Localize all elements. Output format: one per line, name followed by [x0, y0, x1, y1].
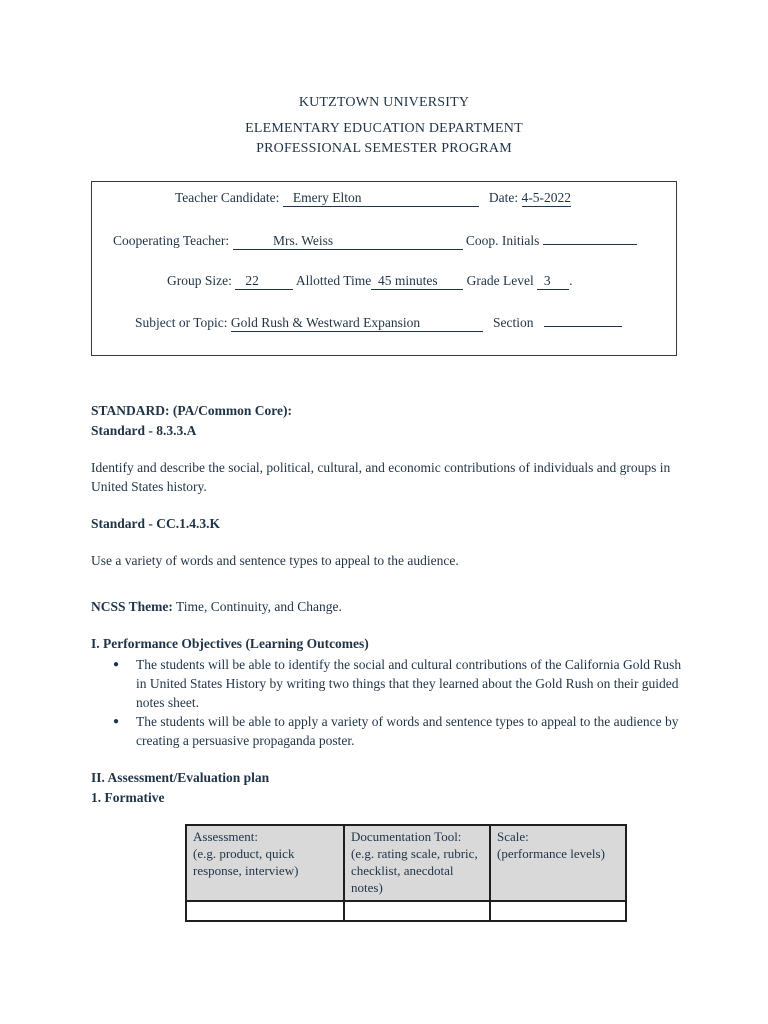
cooperating-teacher-row — [113, 232, 637, 250]
teacher-candidate-row — [175, 190, 571, 207]
teacher-candidate-label: Teacher Candidate: — [175, 190, 280, 205]
allotted-time-label: Allotted Time — [295, 273, 372, 288]
standard-heading: STANDARD: (PA/Common Core): — [91, 403, 292, 418]
group-size-label: Group Size: — [167, 273, 232, 288]
table-header-documentation-tool: Documentation Tool: (e.g. rating scale, rubric, checklist, anecdotal notes) — [344, 825, 490, 901]
coop-initials-blank — [543, 232, 637, 245]
program-title: PROFESSIONAL SEMESTER PROGRAM — [256, 141, 512, 156]
section-label: Section — [493, 315, 534, 330]
department-title: ELEMENTARY EDUCATION DEPARTMENT — [245, 121, 523, 136]
table-row — [186, 901, 626, 921]
table-cell[interactable] — [344, 901, 490, 921]
coop-initials-label: Coop. Initials — [465, 233, 540, 248]
group-size-row: Group Size: 22 Allotted Time 45 minutes Grade Level 3 . — [167, 273, 573, 288]
date-value: 4-5-2022 — [521, 190, 571, 205]
standard-2-title: Standard - CC.1.4.3.K — [91, 516, 221, 531]
grade-level-label: Grade Level — [466, 273, 534, 288]
group-size-value: 22 — [245, 273, 259, 288]
assessment-heading: II. Assessment/Evaluation plan — [91, 770, 270, 785]
objectives-list — [91, 655, 691, 750]
standard-2-text: Use a variety of words and sentence types to appeal to the audience. — [91, 553, 459, 568]
subject-value: Gold Rush & Westward Expansion — [231, 316, 483, 332]
bullet-icon: ● — [113, 716, 120, 727]
date-label: Date: — [488, 190, 519, 205]
table-cell[interactable] — [186, 901, 344, 921]
table-cell[interactable] — [490, 901, 626, 921]
ncss-theme-text: Time, Continuity, and Change. — [176, 599, 342, 614]
formative-assessment-table — [185, 824, 627, 922]
list-item: ● The students will be able to identify the social and cultural contributions of the California Gold Rush in United States History by writing two things that they learned about the Gold Rush on their guided notes sheet. — [113, 657, 682, 710]
subject-row — [135, 314, 622, 332]
bullet-icon: ● — [113, 659, 120, 670]
cooperating-teacher-label: Cooperating Teacher: — [113, 233, 230, 248]
list-item: ● The students will be able to apply a variety of words and sentence types to appeal to the audience by creating a persuasive propaganda poster. — [113, 714, 679, 748]
table-header-assessment: Assessment: (e.g. product, quick response, interview) — [186, 825, 344, 901]
standard-1-text: Identify and describe the social, political, cultural, and economic contributions of individuals and groups in United States history. — [91, 460, 671, 494]
grade-level-value: 3 — [543, 273, 551, 288]
teacher-candidate-value: Emery Elton — [292, 190, 362, 205]
university-title: KUTZTOWN UNIVERSITY — [298, 95, 470, 110]
table-header-scale: Scale: (performance levels) — [490, 825, 626, 901]
standard-1-title: Standard - 8.3.3.A — [91, 423, 197, 438]
section-blank — [544, 314, 622, 327]
formative-heading: 1. Formative — [91, 790, 165, 805]
subject-label: Subject or Topic: — [135, 315, 228, 330]
objectives-heading: I. Performance Objectives (Learning Outcomes) — [91, 636, 369, 651]
allotted-time-value: 45 minutes — [378, 273, 438, 288]
ncss-theme-line — [91, 597, 691, 616]
ncss-theme-label: NCSS Theme: — [91, 599, 173, 614]
cooperating-teacher-value: Mrs. Weiss — [273, 233, 334, 248]
